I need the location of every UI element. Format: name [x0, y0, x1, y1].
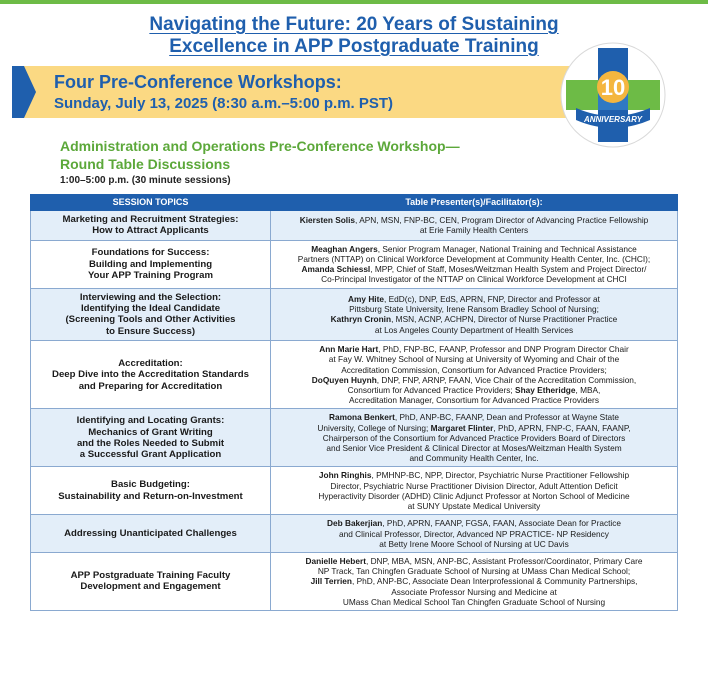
presenter-details: Co-Principal Investigator of the NTTAP on Clinical Workforce Development at CHCI	[321, 274, 627, 285]
presenter-line	[275, 597, 673, 607]
presenter-name: Ramona Benkert	[328, 412, 395, 423]
presenter-line	[275, 395, 673, 405]
table-row	[31, 240, 678, 288]
presenter-line	[275, 453, 673, 463]
banner-heading: Four Pre-Conference Workshops:	[54, 72, 342, 92]
presenter-name: Amanda Schiessl	[301, 264, 371, 275]
session-topic-line: Marketing and Recruitment Strategies:	[62, 214, 239, 225]
session-presenters	[271, 211, 678, 241]
presenter-line	[275, 443, 673, 453]
session-presenters	[271, 240, 678, 288]
session-presenters	[271, 341, 678, 409]
presenter-name: Danielle Hebert	[305, 555, 366, 566]
presenter-details: and Clinical Professor, Director, Advanced NP PRACTICE- NP Residency	[339, 528, 609, 539]
banner-date: Sunday, July 13, 2025 (8:30 a.m.–5:00 p.m. PST)	[54, 95, 394, 112]
presenter-details: , PhD, APRN, FNP-C, FAAN, FAANP,	[493, 422, 631, 433]
presenter-details: , MBA,	[575, 385, 601, 396]
presenter-line	[275, 325, 673, 335]
presenter-line	[275, 385, 673, 395]
session-topic-line: Identifying the Ideal Candidate	[80, 303, 221, 315]
session-topic-line: and Preparing for Accreditation	[78, 380, 223, 392]
session-topic-line: Deep Dive into the Accreditation Standards	[52, 369, 249, 381]
table-header-row	[31, 195, 678, 211]
presenter-line	[275, 501, 673, 511]
presenter-line	[275, 576, 673, 586]
presenter-line	[275, 314, 673, 324]
presenter-name: Kathryn Cronin	[330, 314, 392, 325]
presenter-line	[275, 529, 673, 539]
presenter-line	[275, 481, 673, 491]
presenter-line	[275, 566, 673, 576]
presenter-line	[275, 294, 673, 304]
top-rule	[0, 0, 708, 4]
session-topic-line: Foundations for Success:	[91, 247, 210, 259]
session-topic-line: to Ensure Success)	[105, 325, 196, 337]
presenter-details: Accreditation Commission, Consortium for Advanced Practice Providers;	[341, 364, 607, 375]
presenter-line	[275, 470, 673, 480]
session-table	[30, 194, 678, 611]
session-presenters	[271, 515, 678, 553]
presenter-line	[275, 225, 673, 235]
table-row	[31, 552, 678, 610]
presenter-line	[275, 491, 673, 501]
session-topic	[31, 240, 271, 288]
table-body	[31, 211, 678, 611]
session-topic	[31, 341, 271, 409]
logo-ribbon-text: ANNIVERSARY	[583, 115, 643, 124]
presenter-details: UMass Chan Medical School Tan Chingfen Graduate School of Nursing	[342, 596, 606, 607]
presenter-details: , Senior Program Manager, National Training and Technical Assistance	[377, 243, 637, 254]
presenter-details: , APN, MSN, FNP-BC, CEN, Program Director of Advancing Practice Fellowship	[355, 215, 649, 226]
presenter-name: John Ringhis	[318, 470, 372, 481]
session-topic-line: (Screening Tools and Other Activities	[65, 314, 236, 326]
presenter-line	[275, 254, 673, 264]
session-topic-line: Mechanics of Grant Writing	[88, 426, 213, 438]
session-topic-line: Development and Engagement	[80, 581, 221, 593]
session-topic-line: Interviewing and the Selection:	[79, 291, 222, 303]
presenter-line	[275, 423, 673, 433]
presenter-name: Margaret Flinter	[430, 422, 494, 433]
workshop-title-line2: Round Table Discussions	[60, 156, 231, 172]
presenter-details: , PMHNP-BC, NPP, Director, Psychiatric Nurse Practitioner Fellowship	[371, 470, 630, 481]
presenter-details: at Los Angeles County Department of Health Services	[374, 324, 574, 335]
presenter-line	[275, 304, 673, 314]
presenter-name: Shay Etheridge	[515, 385, 576, 396]
presenter-details: Partners (NTTAP) on Clinical Workforce Development at Community Health Center, Inc. (CHCI);	[297, 254, 651, 265]
banner-accent	[12, 66, 24, 118]
logo-number: 10	[600, 75, 626, 100]
presenter-details: at SUNY Upstate Medical University	[407, 501, 541, 512]
presenter-line	[275, 274, 673, 284]
table-row	[31, 288, 678, 341]
session-presenters	[271, 288, 678, 341]
table-row	[31, 341, 678, 409]
header-session-topics: SESSION TOPICS	[31, 195, 271, 211]
presenter-details: at Fay W. Whitney School of Nursing at University of Wyoming and Chair of the	[328, 354, 620, 365]
page-title-line2: Excellence in APP Postgraduate Training	[169, 36, 539, 57]
session-presenters	[271, 552, 678, 610]
session-topic-line: Accreditation:	[118, 357, 183, 369]
presenter-name: Ann Marie Hart	[319, 344, 379, 355]
presenter-line	[275, 264, 673, 274]
session-topic-line: Building and Implementing	[88, 258, 213, 270]
presenter-details: and Senior Vice President & Clinical Director at Moses/Weitzman Health System	[326, 443, 622, 454]
session-topic-line: How to Attract Applicants	[92, 225, 209, 237]
session-topic-line: Sustainability and Return-on-Investment	[58, 490, 243, 502]
anniversary-logo	[558, 40, 668, 150]
presenter-line	[275, 539, 673, 549]
presenter-details: University, College of Nursing;	[317, 422, 431, 433]
presenter-line	[275, 375, 673, 385]
presenter-name: Deb Bakerjian	[326, 518, 383, 529]
presenter-details: , MSN, ACNP, ACHPN, Director of Nurse Practitioner Practice	[391, 314, 618, 325]
session-topic	[31, 515, 271, 553]
session-topic-line: and the Roles Needed to Submit	[76, 437, 225, 449]
presenter-details: at Erie Family Health Centers	[419, 225, 529, 236]
session-topic-line: Basic Budgeting:	[111, 479, 190, 491]
presenter-details: at Betty Irene Moore School of Nursing at UC Davis	[379, 538, 569, 549]
session-topic	[31, 211, 271, 241]
session-topic-line: Identifying and Locating Grants:	[76, 415, 225, 427]
presenter-line	[275, 556, 673, 566]
table-row	[31, 211, 678, 241]
presenter-name: Jill Terrien	[310, 576, 352, 587]
presenter-details: , PhD, APRN, FAANP, FGSA, FAAN, Associate Dean for Practice	[382, 518, 622, 529]
presenter-name: Meaghan Angers	[311, 243, 378, 254]
presenter-details: Accreditation Manager, Consortium for Advanced Practice Providers	[349, 395, 599, 406]
presenter-details: NP Track, Tan Chingfen Graduate School of Nursing at UMass Chan Medical School;	[317, 566, 631, 577]
presenter-line	[275, 412, 673, 422]
presenter-details: Consortium for Advanced Practice Providers;	[347, 385, 516, 396]
presenter-details: Chairperson of the Consortium for Advanced Practice Providers Board of Directors	[322, 432, 626, 443]
session-topic-line: APP Postgraduate Training Faculty	[70, 570, 231, 581]
presenter-details: Associate Professor Nursing and Medicine at	[391, 586, 557, 597]
presenter-name: Kiersten Solis	[299, 215, 356, 226]
session-topic	[31, 552, 271, 610]
presenter-details: , PhD, FNP-BC, FAANP, Professor and DNP Program Director Chair	[378, 344, 629, 355]
presenter-details: Hyperactivity Disorder (ADHD) Clinic Adjunct Professor at Norton School of Medicine	[318, 490, 630, 501]
presenter-details: , DNP, MBA, MSN, ANP-BC, Assistant Professor/Coordinator, Primary Care	[365, 555, 643, 566]
presenter-line	[275, 365, 673, 375]
presenter-details: Director, Psychiatric Nurse Practitioner Division Director, Adult Attention Deficit	[330, 480, 618, 491]
session-time: 1:00–5:00 p.m. (30 minute sessions)	[60, 175, 231, 186]
presenter-line	[275, 518, 673, 528]
presenter-details: Pittsburg State University, Irene Ransom Bradley School of Nursing;	[349, 304, 599, 315]
workshop-title-line1: Administration and Operations Pre-Conference Workshop—	[60, 138, 460, 154]
presenter-details: , PhD, ANP-BC, FAANP, Dean and Professor at Wayne State	[394, 412, 620, 423]
presenter-line	[275, 587, 673, 597]
header-presenters: Table Presenter(s)/Facilitator(s):	[271, 195, 678, 211]
workshop-title	[60, 137, 460, 173]
presenter-line	[275, 354, 673, 364]
session-topic-line: Your APP Training Program	[87, 269, 214, 281]
session-presenters	[271, 409, 678, 467]
presenter-details: , EdD(c), DNP, EdS, APRN, FNP, Director and Professor at	[384, 294, 600, 305]
presenter-name: DoQuyen Huynh	[311, 374, 377, 385]
session-presenters	[271, 467, 678, 515]
presenter-line	[275, 215, 673, 225]
session-topic	[31, 467, 271, 515]
session-topic	[31, 288, 271, 341]
presenter-details: , PhD, ANP-BC, Associate Dean Interprofessional & Community Partnerships,	[351, 576, 638, 587]
session-topic-line: a Successful Grant Application	[79, 449, 222, 461]
page-title-line1: Navigating the Future: 20 Years of Sustaining	[149, 14, 559, 35]
table-row	[31, 467, 678, 515]
presenter-details: , MPP, Chief of Staff, Moses/Weitzman Health System and Project Director/	[370, 264, 647, 275]
presenter-name: Amy Hite	[348, 294, 384, 305]
presenter-line	[275, 244, 673, 254]
presenter-line	[275, 344, 673, 354]
presenter-details: , DNP, FNP, ARNP, FAAN, Vice Chair of the Accreditation Commission,	[376, 374, 637, 385]
session-topic	[31, 409, 271, 467]
presenter-details: and Community Health Center, Inc.	[409, 453, 539, 464]
table-row	[31, 515, 678, 553]
session-topic-line: Addressing Unanticipated Challenges	[64, 527, 237, 539]
presenter-line	[275, 433, 673, 443]
table-row	[31, 409, 678, 467]
